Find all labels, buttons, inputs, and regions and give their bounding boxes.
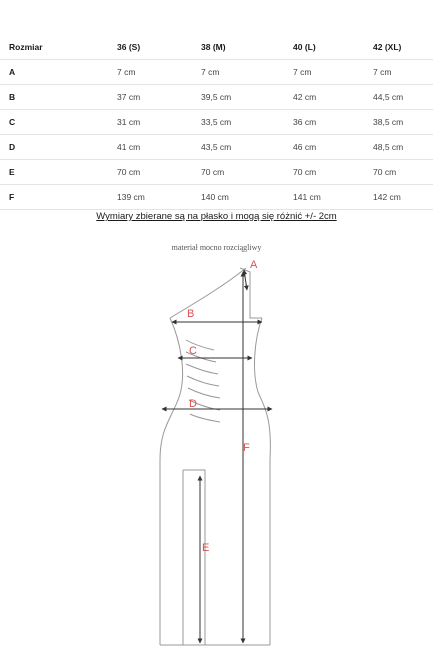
label-f: F [243,442,250,454]
table-cell: 43,5 cm [201,135,293,160]
header-size: Rozmiar [0,35,117,60]
header-40: 40 (L) [293,35,373,60]
row-label: C [0,110,117,135]
table-cell: 48,5 cm [373,135,433,160]
dress-left-side [160,318,183,645]
table-cell: 37 cm [117,85,201,110]
table-cell: 46 cm [293,135,373,160]
table-cell: 70 cm [117,160,201,185]
table-cell: 7 cm [201,60,293,85]
table-cell: 141 cm [293,185,373,210]
dress-slit [183,470,205,645]
table-cell: 36 cm [293,110,373,135]
table-cell: 42 cm [293,85,373,110]
dress-shoulder-left [170,268,246,318]
row-label: E [0,160,117,185]
label-d: D [189,398,197,410]
label-e: E [202,542,210,554]
label-b: B [187,308,195,320]
header-36: 36 (S) [117,35,201,60]
table-cell: 70 cm [293,160,373,185]
dress-outline [160,268,270,645]
table-cell: 39,5 cm [201,85,293,110]
label-c: C [189,345,197,357]
header-38: 38 (M) [201,35,293,60]
table-cell: 7 cm [293,60,373,85]
dress-right-side [255,318,271,645]
table-cell: 7 cm [373,60,433,85]
table-cell: 139 cm [117,185,201,210]
table-cell: 70 cm [201,160,293,185]
material-label: materiał mocno rozciągliwy [171,243,262,252]
table-cell: 142 cm [373,185,433,210]
table-cell: 33,5 cm [201,110,293,135]
table-cell: 31 cm [117,110,201,135]
table-cell: 70 cm [373,160,433,185]
table-cell: 7 cm [117,60,201,85]
row-label: A [0,60,117,85]
arrow-a [244,270,247,290]
measurement-arrows [162,270,272,643]
table-cell: 44,5 cm [373,85,433,110]
table-cell: 38,5 cm [373,110,433,135]
table-cell: 140 cm [201,185,293,210]
measurement-note: Wymiary zbierane są na płasko i mogą się różnić +/- 2cm [96,211,337,222]
label-a: A [250,259,258,271]
row-label: F [0,185,117,210]
row-label: D [0,135,117,160]
table-cell: 41 cm [117,135,201,160]
row-label: B [0,85,117,110]
header-42: 42 (XL) [373,35,433,60]
